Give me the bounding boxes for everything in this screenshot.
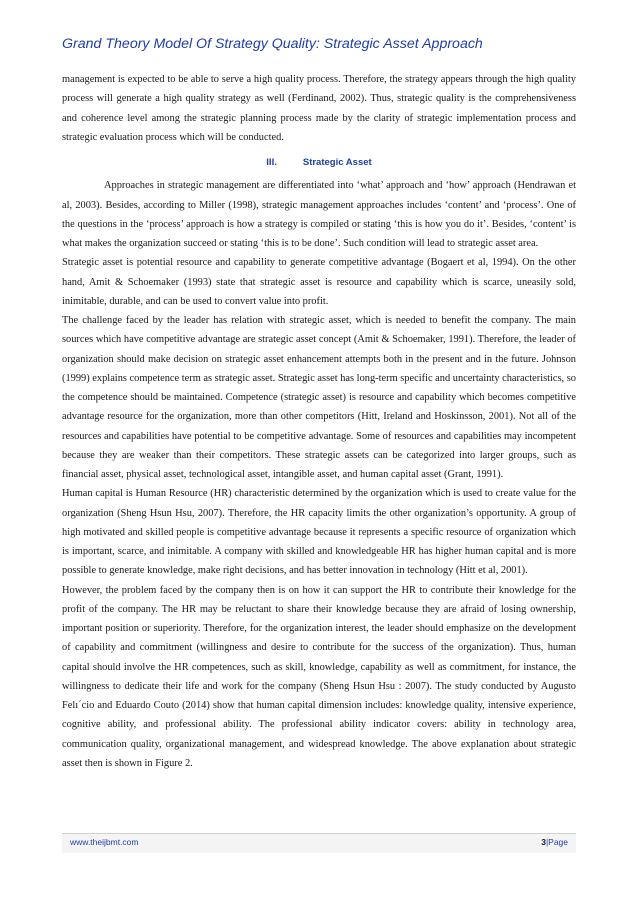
paragraph: Human capital is Human Resource (HR) characteristic determined by the organization which is used to create value for the organization (Sheng Hsun Hsu, 2007). Therefore, the HR capacity limits the other organization’s opportunity. A group of high motivated and skilled people is competitive advantage because it represents a specific resource of organization which is important, scarce, and inimitable. A company with skilled and knowledgeable HR has higher human capital and is more possible to generate knowledge, make right decisions, and has better innovation in technology (Hitt et al, 2001). (62, 488, 576, 577)
footer-page-number (541, 837, 568, 847)
footer-website-link[interactable]: www.theijbmt.com (70, 837, 139, 847)
paragraph: management is expected to be able to serve a high quality process. Therefore, the strategy appears through the high quality process will generate a high quality strategy as well (Ferdinand, 2002). Thus, strategic quality is the comprehensiveness and coherence level among the strategic planning process made by the clarity of strategic implementation process and strategic evaluation process which will be conducted. (62, 74, 576, 143)
page-label: |Page (545, 837, 568, 847)
running-header-title: Grand Theory Model Of Strategy Quality: Strategic Asset Approach (62, 36, 483, 52)
paragraph: The challenge faced by the leader has relation with strategic asset, which is needed to benefit the company. The main sources which have competitive advantage are strategic asset concept (Amit & Schoemaker, 1991). Therefore, the leader of organization should make decision on strategic asset enhancement attempts both in the present and in the future. Johnson (1999) explains competence term as strategic asset. Strategic asset has long-term specific and uncertainty characteristics, so the competence should be maintained. Competence (strategic asset) is resource and capability which becomes competitive advantage resource for the organization, more than other competitors (Hitt, Ireland and Hoskinsson, 2001). Not all of the resources and capabilities have potential to be competitive advantage. Some of resources and capabilities may incompetent because they are weaker than their competitors. These strategic assets can be categorized into larger groups, such as financial asset, physical asset, technological asset, intangible asset, and human capital asset (Grant, 1991). (62, 315, 576, 480)
section-heading (62, 153, 576, 172)
section-number: III. (266, 157, 277, 168)
page-footer (62, 833, 576, 853)
article-body (62, 70, 576, 773)
paragraph: However, the problem faced by the company then is on how it can support the HR to contribute their knowledge for the profit of the company. The HR may be reluctant to share their knowledge because they are afraid of losing ownership, important position or superiority. Therefore, for the organization interest, the leader should emphasize on the development of capability and commitment (willingness and desire to contribute for the success of the organization). Thus, human capital should involve the HR competences, such as skill, knowledge, capability as well as commitment, for instance, the willingness to dedicate their life and work for the company (Sheng Hsun Hsu : 2007). The study conducted by Augusto Felı´cio and Eduardo Couto (2014) show that human capital dimension includes: knowledge quality, intensive experience, cognitive ability, and professional ability. The professional ability indicator covers: ability in technology area, communication quality, organizational management, and widespread knowledge. The above explanation about strategic asset then is shown in Figure 2. (62, 584, 576, 769)
paragraph: Approaches in strategic management are differentiated into ‘what’ approach and ‘how’ approach (Hendrawan et al, 2003). Besides, according to Miller (1998), strategic management approaches includes ‘content’ and ‘process’. One of the questions in the ‘process’ approach is how a strategy is compiled or stating ‘this is how you do it’. Besides, ‘content’ is what makes the organization succeed or stating ‘this is to be done’. Such condition will lead to strategic asset area. (62, 180, 576, 249)
paragraph: Strategic asset is potential resource and capability to generate competitive advantage (Bogaert et al, 1994). On the other hand, Amit & Schoemaker (1993) state that strategic asset is resource and capability which is scarce, uneasily sold, inimitable, durable, and can be used to convert value into profit. (62, 257, 576, 307)
page-number: 3 (541, 837, 546, 847)
section-title: Strategic Asset (302, 157, 372, 168)
